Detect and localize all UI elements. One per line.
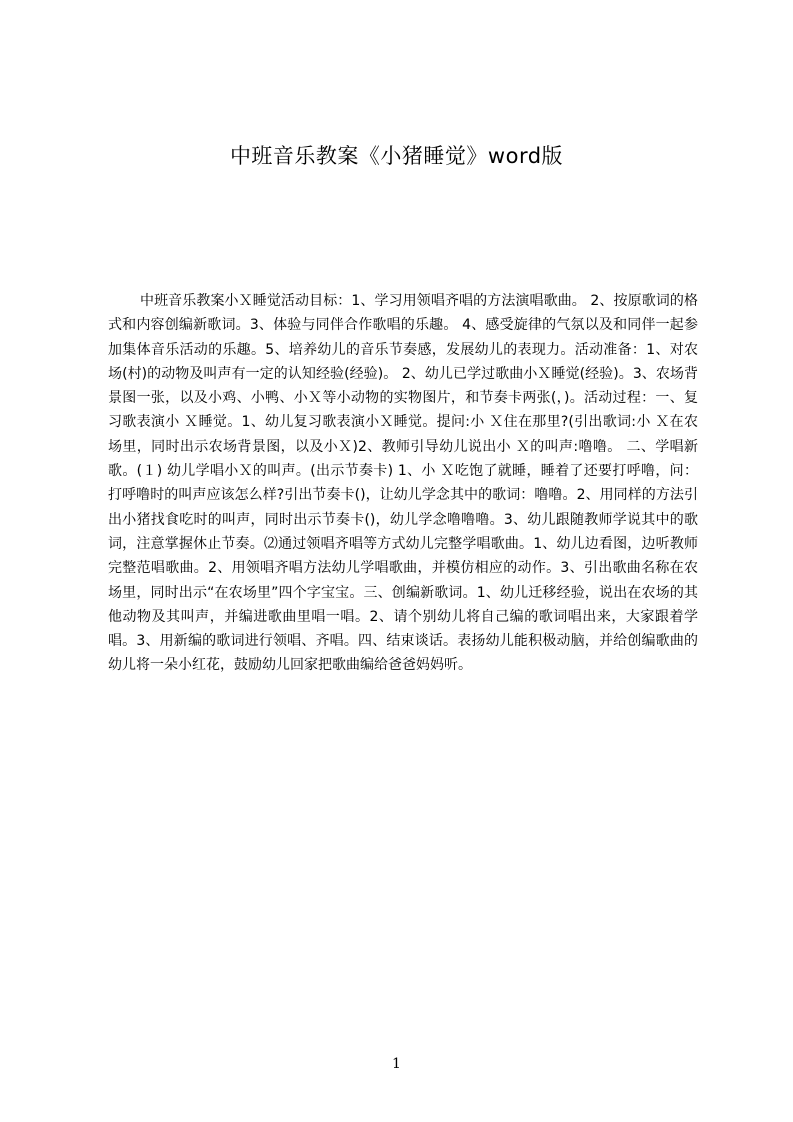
document-body-paragraph: 中班音乐教案小Ｘ睡觉活动目标：1、学习用领唱齐唱的方法演唱歌曲。 2、按原歌词的格式和内容创编新歌词。3、体验与同伴合作歌唱的乐趣。 4、感受旋律的气氛以及和同伴一起参加集体音乐活动的乐趣。5、培养幼儿的音乐节奏感，发展幼儿的表现力。活动准备：1、对农场(村)的动物及叫声有一定的认知经验(经验)。 2、幼儿已学过歌曲小Ｘ睡觉(经验)。3、农场背景图一张，以及小鸡、小鸭、小Ｘ等小动物的实物图片，和节奏卡两张(，)。活动过程：一、复习歌表演小 Ｘ睡觉。1、幼儿复习歌表演小Ｘ睡觉。提问:小 Ｘ住在那里?(引出歌词:小 Ｘ在农场里，同时出示农场背景图，以及小Ｘ)2、教师引导幼儿说出小 Ｘ的叫声:噜噜。 二、学唱新歌。(１) 幼儿学唱小Ｘ的叫声。(出示节奏卡) 1、小 Ｘ吃饱了就睡，睡着了还要打呼噜，问：打呼噜时的叫声应该怎么样?引出节奏卡()，让幼儿学念其中的歌词：噜噜。2、用同样的方法引出小猪找食吃时的叫声，同时出示节奏卡()，幼儿学念噜噜噜。3、幼儿跟随教师学说其中的歌词，注意掌握休止节奏。⑵通过领唱齐唱等方式幼儿完整学唱歌曲。1、幼儿边看图，边听教师完整范唱歌曲。2、用领唱齐唱方法幼儿学唱歌曲，并模仿相应的动作。3、引出歌曲名称在农场里，同时出示“在农场里”四个字宝宝。三、创编新歌词。1、幼儿迁移经验，说出在农场的其他动物及其叫声，并编进歌曲里唱一唱。2、请个别幼儿将自己编的歌词唱出来，大家跟着学唱。3、用新编的歌词进行领唱、齐唱。四、结束谈话。表扬幼儿能积极动脑，并给创编歌曲的幼儿将一朵小红花，鼓励幼儿回家把歌曲编给爸爸妈妈听。 — [108, 293, 698, 674]
document-title: 中班音乐教案《小猪睡觉》word版 — [229, 144, 564, 168]
page-number: 1 — [392, 1056, 401, 1072]
